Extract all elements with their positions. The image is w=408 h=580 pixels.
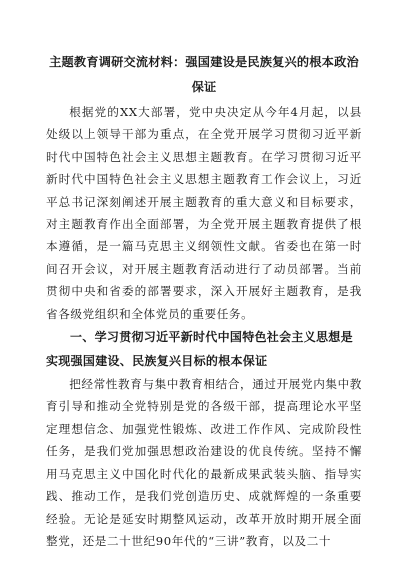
document-title: 主题教育调研交流材料：强国建设是民族复兴的根本政治保证 — [49, 55, 359, 94]
body-paragraph-2: 把经常性教育与集中教育相结合，通过开展党内集中教育引导和推动全党特别是党的各级干部，提高理论水平坚定理想信念、加强党性锻炼、改进工作作风、完成阶段性任务，是我们党加强思想政治建设的优良传统。坚持不懈用马克思主义中国化时代化的最新成果武装头脑、指导实践、推动工作，是我们党创造历史、成就辉煌的一条重要经验。无论是延安时期整风运动，改革开放时期开展全面整党，还是二十世纪90年代的“三讲”教育，以及二十 — [46, 377, 362, 548]
body-paragraph-1: 根据党的XX大部署，党中央决定从今年4月起，以县处级以上领导干部为重点，在全党开展学习贯彻习近平新时代中国特色社会主义思想主题教育。在学习贯彻习近平新时代中国特色社会主义思想主题教育工作会议上，习近平总书记深刻阐述开展主题教育的重大意义和目标要求，对主题教育作出全面部署，为全党开展主题教育提供了根本遵循，是一篇马克思主义纲领性文献。省委也在第一时间召开会议，对开展主题教育活动进行了动员部署。当前贯彻中央和省委的部署要求，深入开展好主题教育，是我省各级党组织和全体党员的重要任务。 — [46, 105, 362, 321]
section-heading-1: 一、学习贯彻习近平新时代中国特色社会主义思想是实现强国建设、民族复兴目标的根本保证 — [46, 330, 353, 369]
